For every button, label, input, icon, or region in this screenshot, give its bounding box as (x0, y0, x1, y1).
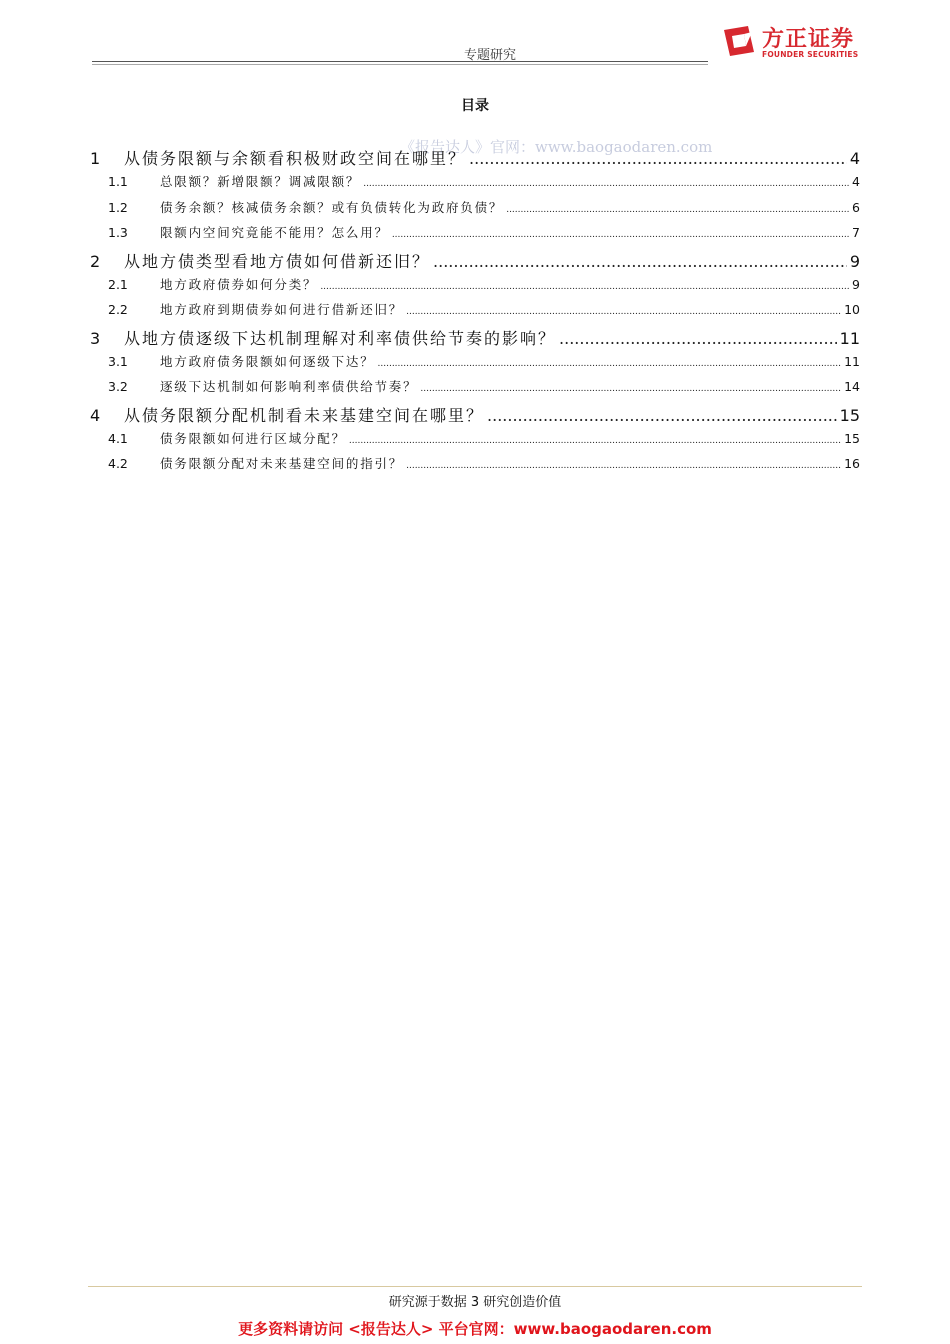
toc-entry-number: 1.3 (108, 225, 128, 240)
toc-entry-page: 4 (852, 174, 860, 189)
footer-slogan: 研究源于数据 3 研究创造价值 (388, 1295, 562, 1310)
promo-link[interactable]: 更多资料请访问 <报告达人> 平台官网：www.baogaodaren.com (238, 1320, 712, 1338)
toc-entry-page: 9 (849, 251, 860, 271)
toc-entry-title: 债务限额分配对未来基建空间的指引？ (160, 456, 404, 471)
toc-dot-leader (420, 384, 841, 394)
toc-dot-leader (349, 436, 841, 446)
toc-entry-number: 3.1 (108, 353, 128, 369)
toc-entry-number: 2 (90, 251, 101, 271)
toc-section-entry[interactable] (90, 352, 860, 378)
toc-entry-number: 4 (90, 405, 101, 425)
toc-entry-page: 9 (852, 276, 860, 292)
toc-entry-number: 2.2 (108, 302, 128, 317)
toc-chapter-entry[interactable] (90, 146, 860, 172)
toc-entry-title: 从债务限额与余额看积极财政空间在哪里？ (124, 149, 467, 168)
toc-dot-leader (487, 406, 837, 425)
toc-dot-leader (392, 230, 849, 240)
toc-entry-title: 从债务限额分配机制看未来基建空间在哪里？ (124, 405, 485, 425)
toc-entry-page: 15 (839, 405, 860, 425)
toc-entry-page: 7 (852, 225, 860, 240)
toc-entry-page: 10 (844, 302, 860, 317)
toc-entry-number: 2.1 (108, 276, 128, 292)
toc-entry-title: 地方政府债券如何分类？ (160, 276, 318, 292)
toc-entry-number: 3 (90, 328, 101, 348)
toc-entry-title: 总限额？新增限额？调减限额？ (160, 174, 361, 189)
toc-entry-number: 4.2 (108, 456, 128, 471)
table-of-contents (90, 146, 860, 480)
toc-section-entry[interactable] (90, 172, 860, 198)
header-divider (92, 61, 708, 62)
toc-entry-title: 逐级下达机制如何影响利率债供给节奏？ (160, 379, 418, 394)
logo-english-name: FOUNDER SECURITIES (762, 50, 859, 59)
toc-entry-page: 16 (844, 456, 860, 471)
toc-entry-title: 地方政府债务限额如何逐级下达？ (160, 353, 375, 369)
toc-dot-leader (378, 359, 842, 369)
toc-entry-page: 4 (849, 149, 860, 168)
toc-entry-number: 1 (90, 149, 101, 168)
footer-divider (88, 1286, 862, 1287)
toc-section-entry[interactable] (90, 275, 860, 301)
toc-chapter-entry[interactable] (90, 249, 860, 275)
toc-entry-number: 4.1 (108, 430, 128, 446)
toc-entry-number: 1.2 (108, 199, 128, 215)
toc-entry-title: 从地方债逐级下达机制理解对利率债供给节奏的影响？ (124, 328, 557, 348)
toc-section-entry[interactable] (90, 454, 860, 480)
toc-dot-leader (433, 252, 847, 271)
toc-dot-leader (363, 179, 849, 189)
toc-dot-leader (506, 205, 849, 215)
toc-entry-page: 6 (852, 199, 860, 215)
toc-section-entry[interactable] (90, 377, 860, 403)
toc-entry-title: 地方政府到期债券如何进行借新还旧？ (160, 302, 404, 317)
toc-dot-leader (469, 149, 847, 168)
toc-dot-leader (559, 329, 837, 348)
toc-section-entry[interactable] (90, 198, 860, 224)
toc-chapter-entry[interactable] (90, 403, 860, 429)
toc-dot-leader (406, 461, 841, 471)
watermark: 《报告达人》官网：www.baogaodaren.com (400, 138, 713, 156)
toc-entry-title: 债务余额？核减债务余额？或有负债转化为政府负债？ (160, 199, 504, 215)
header-label: 专题研究 (463, 48, 516, 63)
logo-chinese-name: 方正证券 (762, 27, 855, 52)
logo-mark-icon (722, 24, 756, 58)
toc-chapter-entry[interactable] (90, 326, 860, 352)
toc-entry-title: 债务限额如何进行区域分配？ (160, 430, 346, 446)
toc-section-entry[interactable] (90, 429, 860, 455)
toc-section-entry[interactable] (90, 300, 860, 326)
toc-entry-number: 3.2 (108, 379, 128, 394)
toc-title: 目录 (461, 98, 489, 114)
header-divider-secondary (92, 64, 708, 65)
toc-entry-title: 限额内空间究竟能不能用？怎么用？ (160, 225, 389, 240)
toc-entry-page: 15 (844, 430, 860, 446)
toc-entry-title: 从地方债类型看地方债如何借新还旧？ (124, 251, 431, 271)
company-logo (722, 22, 864, 62)
toc-entry-number: 1.1 (108, 174, 128, 189)
toc-dot-leader (320, 282, 849, 292)
toc-entry-page: 11 (839, 328, 860, 348)
toc-entry-page: 11 (844, 353, 860, 369)
toc-dot-leader (406, 307, 841, 317)
toc-entry-page: 14 (844, 379, 860, 394)
toc-section-entry[interactable] (90, 223, 860, 249)
